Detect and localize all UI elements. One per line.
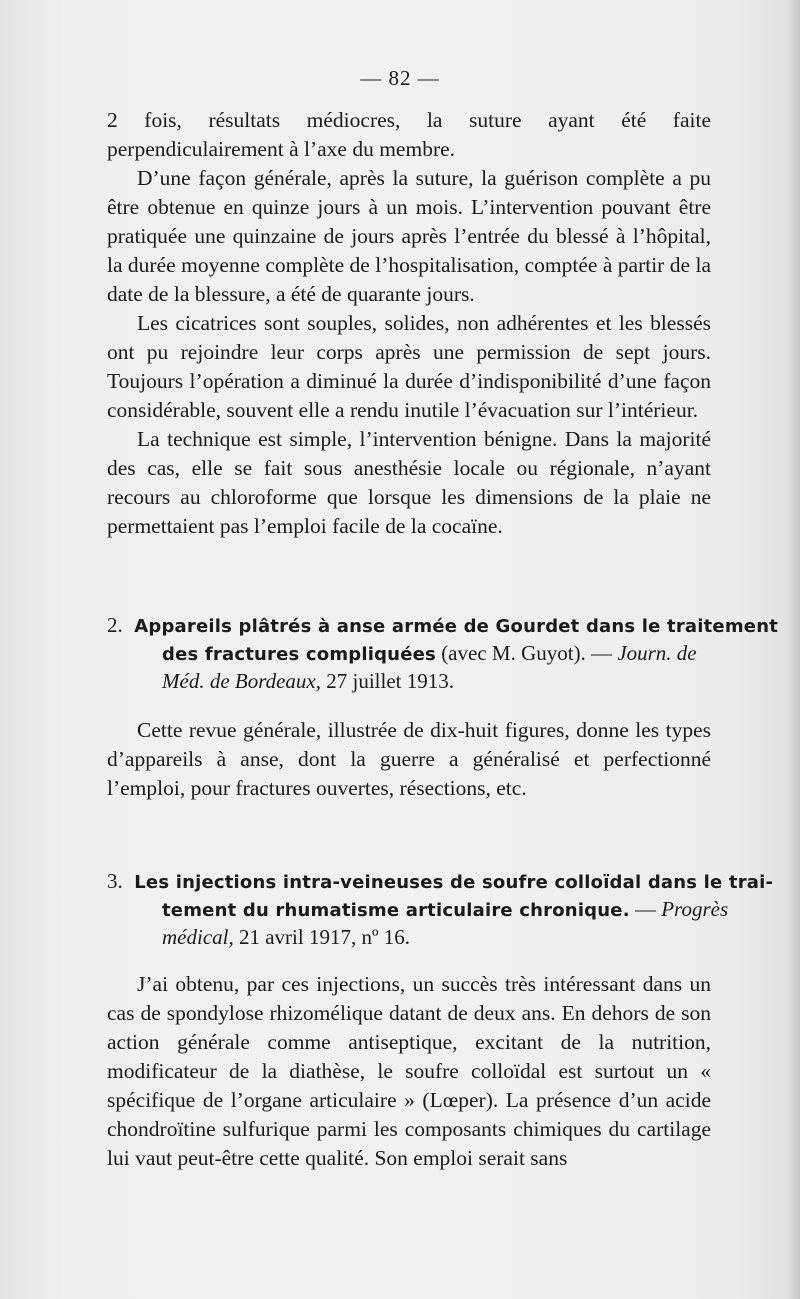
entry-dash: — [629, 897, 662, 921]
paragraph: La technique est simple, l’intervention bénigne. Dans la majorité des cas, elle se fait sous anesthésie locale ou régionale, n’ayant recours au chloroforme que lorsque les dimensions de la plaie ne permettaient pas l’emploi facile de la cocaïne. [107, 427, 711, 538]
entry-number: 2. [107, 613, 123, 637]
entry-coauthor: (avec M. Guyot). — [435, 641, 618, 665]
journal-name-continued: médical, [162, 925, 234, 949]
journal-name: Progrès [661, 897, 729, 921]
entry-title-continued: tement du rhumatisme articulaire chronique. [162, 900, 630, 921]
bibliography-entry-heading [107, 868, 774, 951]
journal-name: Journ. de [617, 641, 697, 665]
paragraph-continued: 2 fois, résultats médiocres, la suture ayant été faite perpendiculairement à l’axe du membre. [107, 108, 711, 161]
paragraph: Cette revue générale, illustrée de dix-huit figures, donne les types d’appareils à anse, dont la guerre a généralisé et perfectionné l’emploi, pour fractures ouvertes, résections, etc. [107, 718, 711, 800]
paragraph: Les cicatrices sont souples, solides, non adhérentes et les blessés ont pu rejoindre leur corps après une permission de sept jours. Toujours l’opération a diminué la durée d’indisponibilité d’une façon considérable, souvent elle a rendu inutile l’évacuation sur l’intérieur. [107, 311, 711, 422]
publication-date: 27 juillet 1913. [321, 669, 454, 693]
continued-text-block [107, 106, 711, 541]
journal-name-continued: Méd. de Bordeaux, [162, 669, 321, 693]
entry-title: Appareils plâtrés à anse armée de Gourdet dans le traitement [134, 616, 779, 637]
page-edge-shadow [786, 0, 800, 1299]
paragraph: D’une façon générale, après la suture, la guérison complète a pu être obtenue en quinze jours à un mois. L’intervention pouvant être pratiquée une quinzaine de jours après l’entrée du blessé à l’hôpital, la durée moyenne complète de l’hospitalisation, comptée à partir de la date de la blessure, a été de quarante jours. [107, 166, 711, 306]
bibliography-entry-heading [107, 612, 779, 695]
entry-summary [107, 970, 711, 1173]
paragraph: J’ai obtenu, par ces injections, un succès très intéressant dans un cas de spondylose rhizomélique datant de deux ans. En dehors de son action générale comme antiseptique, excitant de la nutrition, modificateur de la diathèse, le soufre colloïdal est surtout un « spécifique de l’organe articulaire » (Lœper). La présence d’un acide chondroïtine sulfurique parmi les composants chimiques du cartilage lui vaut peut-être cette qualité. Son emploi serait sans [107, 972, 711, 1170]
entry-title-continued: des fractures compliquées [162, 644, 436, 665]
publication-date: 21 avril 1917, nº 16. [233, 925, 410, 949]
page-number: — 82 — [360, 66, 440, 90]
entry-title: Les injections intra-veineuses de soufre colloïdal dans le trai- [134, 872, 774, 893]
entry-number: 3. [107, 869, 123, 893]
entry-summary [107, 716, 711, 803]
